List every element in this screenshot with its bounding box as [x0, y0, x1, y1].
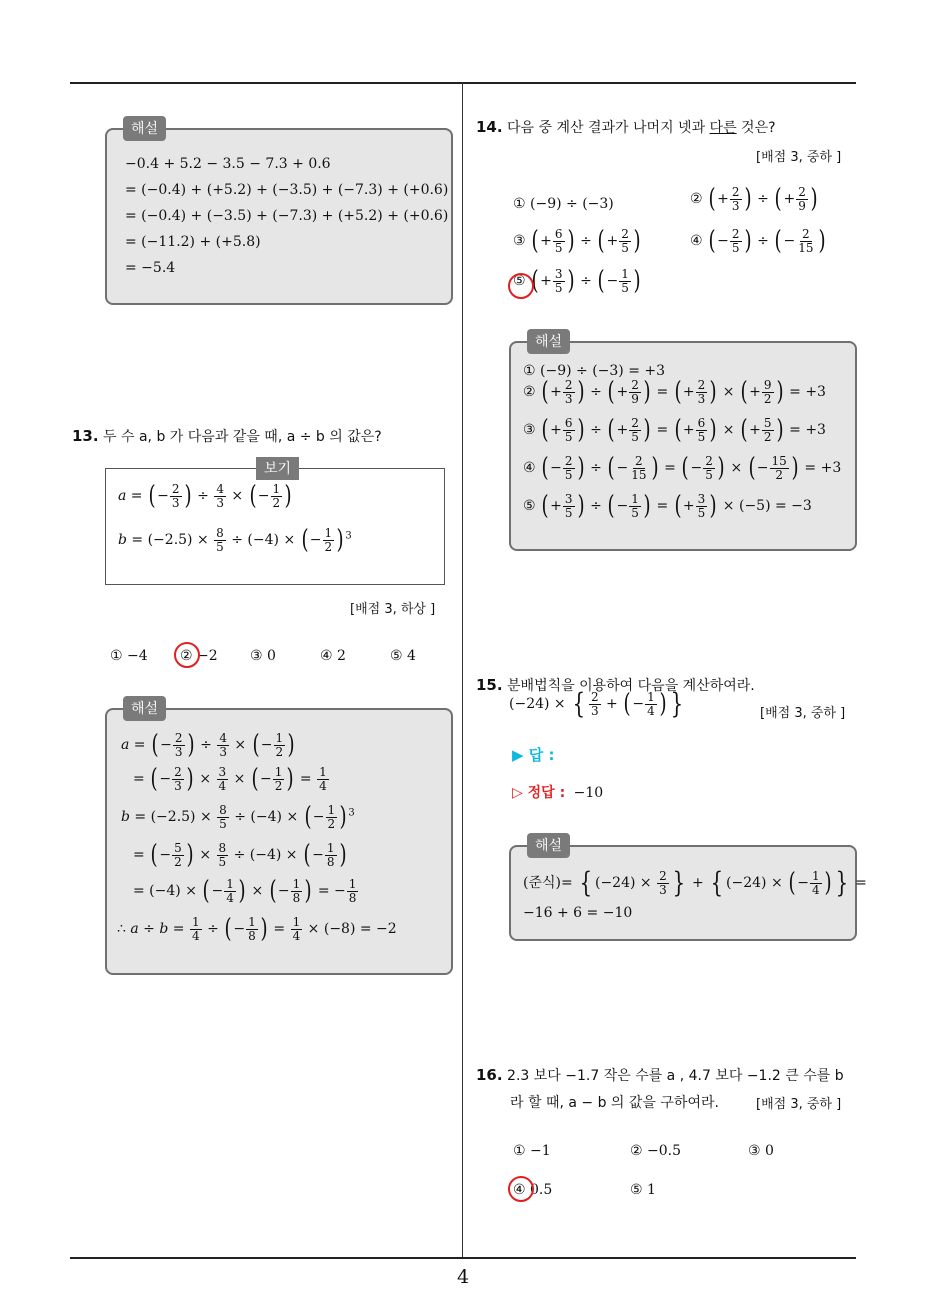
question-text-line2: 라 할 때, a − b 의 값을 구하여라.: [510, 1095, 719, 1111]
bogi-line-a: a = ( − $\frac{2}{3}$ ) ÷ $\frac{4}{3}$ × ( − $\frac{1}{2}$ ): [118, 481, 292, 512]
choice-4[interactable]: ④ 0.5: [513, 1182, 553, 1198]
question-13: [72, 426, 382, 446]
solution-line: ③ ( + $\frac{6}{5}$ ) ÷ ( + $\frac{2}{5}$ ) = ( + $\frac{6}{5}$ ) × ( + $\frac{5}{2}$ ) = +3: [523, 415, 826, 446]
top-rule: [70, 82, 856, 84]
question-number: 15.: [476, 676, 503, 694]
bogi-line-b: b = (−2.5) × $\frac{8}{5}$ ÷ (−4) × ( − $\frac{1}{2}$ ) $^3$: [118, 525, 352, 556]
score-label: [배점 3, 중하 ]: [760, 706, 846, 721]
choice-2[interactable]: ② ( + $\frac{2}{3}$ ) ÷ ( + $\frac{2}{9}$ ): [690, 184, 818, 215]
solution-line: ① (−9) ÷ (−3) = +3: [523, 363, 666, 379]
question-text-part: 것은?: [736, 120, 776, 136]
solution-line: = −5.4: [125, 260, 176, 276]
bogi-tag: 보기: [256, 457, 299, 480]
solution-tag: 해설: [123, 116, 166, 141]
question-expression: (−24) × { $\frac{2}{3}$ + ( − $\frac{1}{4}$ ) }: [509, 687, 684, 720]
solution-box-q15: [509, 838, 867, 941]
correct-answer-row: [512, 782, 603, 802]
solution-line: = (−4) × ( − $\frac{1}{4}$ ) × ( − $\frac{1}{8}$ ) = − $\frac{1}{8}$: [133, 876, 357, 907]
score-label: [배점 3, 중하 ]: [756, 1097, 842, 1112]
solution-line: ④ ( − $\frac{2}{5}$ ) ÷ ( − $\frac{2}{15}$ ) = ( − $\frac{2}{5}$ ) × ( − $\frac{15}{2}$ ) = +3: [523, 453, 842, 484]
choice-1[interactable]: ① −1: [513, 1143, 551, 1159]
answer-circle: [508, 273, 534, 299]
choice-5[interactable]: ⑤ ( + $\frac{3}{5}$ ) ÷ ( − $\frac{1}{5}$ ): [513, 266, 641, 297]
page-number: 4: [456, 1266, 470, 1288]
choice-3[interactable]: ③ ( + $\frac{6}{5}$ ) ÷ ( + $\frac{2}{5}$ ): [513, 226, 641, 257]
question-text-part: 다음 중 계산 결과가 나머지 넷과: [507, 120, 710, 136]
solution-tag: 해설: [527, 833, 570, 858]
solution-line: b = (−2.5) × $\frac{8}{5}$ ÷ (−4) × ( − $\frac{1}{2}$ ) $^3$: [121, 802, 355, 833]
solution-tag: 해설: [527, 329, 570, 354]
solution-line: −0.4 + 5.2 − 3.5 − 7.3 + 0.6: [125, 156, 331, 172]
choice-1[interactable]: ① (−9) ÷ (−3): [513, 196, 614, 212]
solution-box-q14: [509, 334, 857, 551]
choice-3[interactable]: ③ 0: [748, 1143, 774, 1159]
solution-line: = (−0.4) + (+5.2) + (−3.5) + (−7.3) + (+0.6): [125, 182, 449, 198]
solution-line: a = ( − $\frac{2}{3}$ ) ÷ $\frac{4}{3}$ × ( − $\frac{1}{2}$ ): [121, 730, 295, 761]
solution-line: = ( − $\frac{5}{2}$ ) × $\frac{8}{5}$ ÷ (−4) × ( − $\frac{1}{8}$ ): [133, 840, 347, 871]
solution-prefix: (준식)=: [523, 875, 573, 891]
question-text: 2.3 보다 −1.7 작은 수를 a , 4.7 보다 −1.2 큰 수를 b: [507, 1068, 844, 1084]
solution-line: ② ( + $\frac{2}{3}$ ) ÷ ( + $\frac{2}{9}$ ) = ( + $\frac{2}{3}$ ) × ( + $\frac{9}{2}$ ) = +3: [523, 377, 826, 408]
question-text: 두 수 a, b 가 다음과 같을 때, a ÷ b 의 값은?: [103, 429, 382, 445]
solution-line: ⑤ ( + $\frac{3}{5}$ ) ÷ ( − $\frac{1}{5}$ ) = ( + $\frac{3}{5}$ ) × (−5) = −3: [523, 491, 812, 522]
choice-4[interactable]: ④ 2: [320, 648, 346, 664]
question-number: 13.: [72, 427, 99, 445]
score-label: [배점 3, 중하 ]: [756, 150, 842, 165]
question-text: 분배법칙을 이용하여 다음을 계산하여라.: [507, 678, 755, 694]
solution-line: ∴ a ÷ b = $\frac{1}{4}$ ÷ ( − $\frac{1}{8}$ ) = $\frac{1}{4}$ × (−8) = −2: [117, 914, 397, 945]
question-16: [476, 1065, 844, 1085]
solution-box-q13: [105, 701, 453, 975]
choice-1[interactable]: ① −4: [110, 648, 148, 664]
solution-line: = ( − $\frac{2}{3}$ ) × $\frac{3}{4}$ × ( − $\frac{1}{2}$ ) = $\frac{1}{4}$: [133, 764, 327, 795]
bottom-rule: [70, 1257, 856, 1259]
question-number: 14.: [476, 118, 503, 136]
correct-answer-label: ▷ 정답 :: [512, 785, 566, 801]
underlined-word: 다른: [709, 120, 737, 136]
correct-answer-value: −10: [573, 785, 604, 801]
bogi-box: [105, 461, 445, 585]
therefore-symbol: ∴: [117, 921, 126, 938]
solution-line: = (−11.2) + (+5.8): [125, 234, 261, 250]
choice-3[interactable]: ③ 0: [250, 648, 276, 664]
solution-line: −16 + 6 = −10: [523, 905, 633, 921]
choice-5[interactable]: ⑤ 4: [390, 648, 416, 664]
question-14: [476, 117, 776, 137]
choice-5[interactable]: ⑤ 1: [630, 1182, 656, 1198]
choice-2[interactable]: ② −2: [180, 648, 218, 664]
question-text: [507, 120, 776, 136]
question-number: 16.: [476, 1066, 503, 1084]
solution-box-q12: [105, 121, 453, 305]
solution-line: (준식)= { (−24) × $\frac{2}{3}$ } + { (−24) × ( − $\frac{1}{4}$ ) } =: [523, 866, 867, 899]
column-divider: [462, 82, 463, 1258]
answer-label: ▶ 답 :: [512, 746, 555, 764]
answer-circle: [174, 642, 200, 668]
choice-4[interactable]: ④ ( − $\frac{2}{5}$ ) ÷ ( − $\frac{2}{15}$ ): [690, 226, 826, 257]
solution-line: = (−0.4) + (−3.5) + (−7.3) + (+5.2) + (+0.6): [125, 208, 449, 224]
choice-2[interactable]: ② −0.5: [630, 1143, 681, 1159]
answer-circle: [508, 1176, 534, 1202]
solution-tag: 해설: [123, 696, 166, 721]
score-label: [배점 3, 하상 ]: [350, 602, 436, 617]
